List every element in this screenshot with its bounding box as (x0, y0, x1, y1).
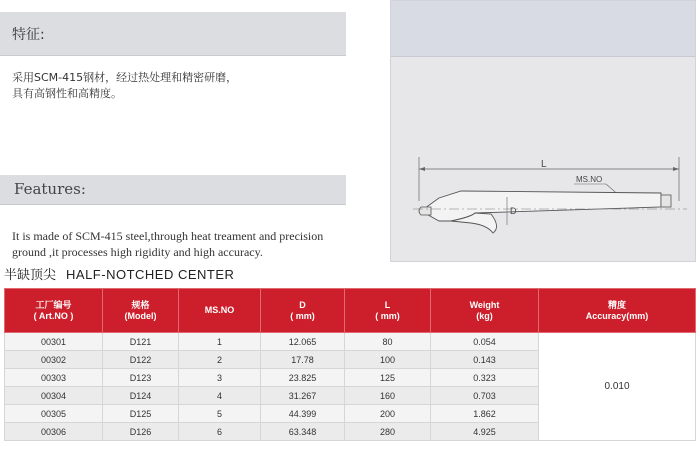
cell-ms-no: 1 (179, 333, 261, 351)
cell-art-no: 00304 (5, 387, 103, 405)
cell-weight: 0.143 (431, 351, 539, 369)
cell-d: 12.065 (261, 333, 345, 351)
cell-accuracy: 0.010 (539, 333, 696, 441)
features-en-description (12, 228, 352, 260)
cell-l: 200 (345, 405, 431, 423)
features-cn-description (12, 70, 342, 102)
half-notched-center-drawing (391, 1, 697, 263)
section-title-en: HALF-NOTCHED CENTER (66, 267, 235, 282)
col-header-ms-no: MS.NO (179, 289, 261, 333)
cell-model: D125 (103, 405, 179, 423)
cell-weight: 0.703 (431, 387, 539, 405)
cell-l: 280 (345, 423, 431, 441)
length-label: L (541, 159, 547, 170)
cell-weight: 0.054 (431, 333, 539, 351)
features-en-header (0, 175, 346, 205)
cell-ms-no: 4 (179, 387, 261, 405)
cell-weight: 4.925 (431, 423, 539, 441)
cell-ms-no: 3 (179, 369, 261, 387)
technical-drawing-panel (390, 0, 696, 262)
cell-ms-no: 2 (179, 351, 261, 369)
cell-model: D122 (103, 351, 179, 369)
cell-d: 31.267 (261, 387, 345, 405)
cell-ms-no: 6 (179, 423, 261, 441)
cell-l: 100 (345, 351, 431, 369)
col-header-d: D ( mm) (261, 289, 345, 333)
section-title (4, 264, 234, 283)
col-header-weight: Weight (kg) (431, 289, 539, 333)
msno-label: MS.NO (576, 175, 603, 184)
length-arrow-left (419, 167, 425, 171)
length-arrow-right (673, 167, 679, 171)
section-title-cn: 半缺顶尖 (4, 268, 57, 283)
cell-art-no: 00302 (5, 351, 103, 369)
cell-l: 160 (345, 387, 431, 405)
col-header-model: 规格 (Model) (103, 289, 179, 333)
cell-model: D126 (103, 423, 179, 441)
cell-art-no: 00301 (5, 333, 103, 351)
cell-model: D123 (103, 369, 179, 387)
table-header-row (5, 289, 696, 333)
features-en-line-1: It is made of SCM-415 steel,through heat treament and precision (12, 229, 324, 243)
spec-table (4, 288, 696, 441)
cell-weight: 0.323 (431, 369, 539, 387)
cell-model: D124 (103, 387, 179, 405)
table-row (5, 333, 696, 351)
cell-model: D121 (103, 333, 179, 351)
center-body-outline (421, 191, 661, 221)
cell-art-no: 00306 (5, 423, 103, 441)
cell-d: 17.78 (261, 351, 345, 369)
col-header-l: L ( mm) (345, 289, 431, 333)
col-header-art-no: 工厂编号 ( Art.NO ) (5, 289, 103, 333)
features-en-line-2: ground ,it processes high rigidity and high accuracy. (12, 245, 263, 259)
diameter-label: D (510, 206, 517, 216)
cell-d: 23.825 (261, 369, 345, 387)
features-cn-header (0, 12, 346, 56)
center-tip (419, 207, 431, 215)
cell-weight: 1.862 (431, 405, 539, 423)
cell-l: 125 (345, 369, 431, 387)
cell-d: 44.399 (261, 405, 345, 423)
features-cn-line-2: 具有高钢性和高精度。 (12, 87, 122, 100)
cell-l: 80 (345, 333, 431, 351)
features-en-heading: Features: (14, 180, 86, 198)
cell-art-no: 00303 (5, 369, 103, 387)
center-tang (661, 195, 671, 207)
col-header-accuracy: 精度 Accuracy(mm) (539, 289, 696, 333)
cell-art-no: 00305 (5, 405, 103, 423)
cell-d: 63.348 (261, 423, 345, 441)
cell-ms-no: 5 (179, 405, 261, 423)
features-cn-line-1: 采用SCM-415钢材，经过热处理和精密研磨， (12, 71, 238, 84)
features-cn-heading: 特征: (12, 27, 45, 43)
